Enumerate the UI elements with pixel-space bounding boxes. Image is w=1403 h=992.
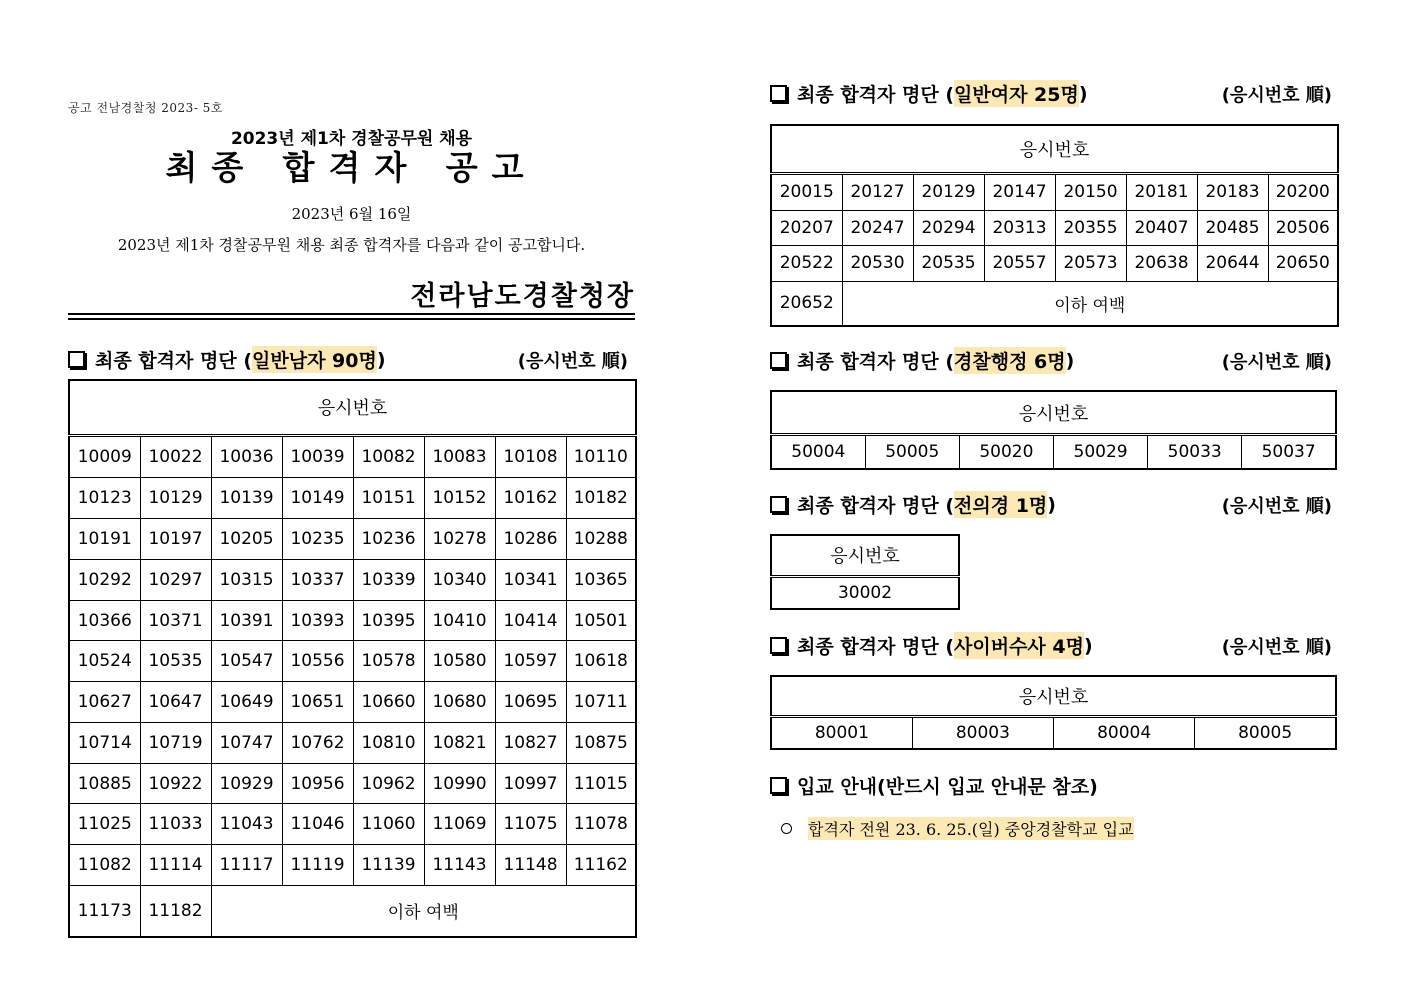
exam-number-cell: 20181: [1126, 173, 1197, 210]
exam-number-cell: 11139: [353, 845, 424, 886]
exam-number-cell: 20407: [1126, 210, 1197, 245]
exam-number-cell: 10810: [353, 722, 424, 763]
exam-number-cell: 10083: [424, 435, 495, 478]
checkbox-square-icon: [68, 351, 85, 368]
exam-number-cell: 11078: [566, 804, 636, 845]
section-category: 전의경 1명: [954, 491, 1047, 518]
exam-number-cell: 10714: [69, 722, 140, 763]
exam-number-cell: 20183: [1197, 173, 1268, 210]
exam-number-cell: 10235: [282, 519, 353, 560]
notice-subtitle: 2023년 제1차 경찰공무원 채용: [230, 129, 473, 149]
table-row: [771, 281, 1338, 326]
exam-number-cell: 11162: [566, 845, 636, 886]
blank-remainder-cell: 이하 여백: [211, 885, 636, 937]
exam-number-cell: 20644: [1197, 246, 1268, 281]
exam-number-cell: 20150: [1055, 173, 1126, 210]
exam-number-cell: 10108: [495, 435, 566, 478]
exam-number-cell: 20485: [1197, 210, 1268, 245]
table-row: [771, 717, 1336, 749]
exam-number-cell: 10288: [566, 519, 636, 560]
exam-number-cell: 10875: [566, 722, 636, 763]
exam-number-cell: 10151: [353, 478, 424, 519]
exam-number-cell: 20650: [1268, 246, 1338, 281]
exam-number-cell: 20557: [984, 246, 1055, 281]
exam-number-cell: 10395: [353, 600, 424, 641]
blank-remainder-cell: 이하 여백: [842, 281, 1338, 326]
table-row: [69, 885, 636, 937]
exam-number-cell: 10651: [282, 682, 353, 723]
section-category: 일반남자 90명: [252, 346, 377, 373]
table-row: [69, 641, 636, 682]
exam-number-cell: 10139: [211, 478, 282, 519]
exam-number-cell: 10182: [566, 478, 636, 519]
exam-number-cell: 10547: [211, 641, 282, 682]
exam-number-cell: 20129: [913, 173, 984, 210]
exam-number-cell: 10129: [140, 478, 211, 519]
exam-number-cell: 10391: [211, 600, 282, 641]
exam-number-cell: 10286: [495, 519, 566, 560]
section-heading-admin: [770, 347, 1332, 374]
exam-number-cell: 20127: [842, 173, 913, 210]
exam-number-cell: 20200: [1268, 173, 1338, 210]
exam-number-cell: 10022: [140, 435, 211, 478]
exam-number-cell: 10365: [566, 559, 636, 600]
exam-number-cell: 10414: [495, 600, 566, 641]
exam-number-cell: 30002: [771, 576, 959, 609]
section-prefix: 최종 합격자 명단 (: [797, 351, 955, 373]
order-note: (응시번호 順): [1221, 351, 1332, 373]
exam-number-cell: 10962: [353, 763, 424, 804]
table-row: [69, 763, 636, 804]
checkbox-square-icon: [770, 777, 787, 794]
exam-number-cell: 10410: [424, 600, 495, 641]
exam-number-cell: 10597: [495, 641, 566, 682]
double-divider: [68, 313, 635, 320]
exam-number-cell: 10082: [353, 435, 424, 478]
table-row: [771, 576, 959, 609]
exam-number-cell: 10036: [211, 435, 282, 478]
exam-number-cell: 20535: [913, 246, 984, 281]
exam-number-cell: 11182: [140, 885, 211, 937]
issuer-name: 전라남도경찰청장: [410, 281, 635, 312]
exam-number-cell: 10747: [211, 722, 282, 763]
page-title: 최종 합격자 공고: [165, 148, 538, 187]
exam-number-cell: 11046: [282, 804, 353, 845]
exam-number-cell: 20313: [984, 210, 1055, 245]
exam-number-cell: 10393: [282, 600, 353, 641]
exam-number-cell: 11173: [69, 885, 140, 937]
table-row: [771, 173, 1338, 210]
exam-number-cell: 10762: [282, 722, 353, 763]
exam-number-cell: 10110: [566, 435, 636, 478]
exam-number-cell: 11148: [495, 845, 566, 886]
exam-number-cell: 11033: [140, 804, 211, 845]
exam-number-cell: 10162: [495, 478, 566, 519]
exam-number-cell: 10366: [69, 600, 140, 641]
exam-number-cell: 10149: [282, 478, 353, 519]
exam-number-cell: 11143: [424, 845, 495, 886]
exam-number-cell: 10627: [69, 682, 140, 723]
exam-number-cell: 10578: [353, 641, 424, 682]
entry-heading: 입교 안내(반드시 입교 안내문 참조): [797, 776, 1098, 798]
exam-number-cell: 80001: [771, 717, 912, 749]
exam-number-cell: 20015: [771, 173, 842, 210]
section-prefix: 최종 합격자 명단 (: [797, 495, 955, 517]
table-row: [69, 600, 636, 641]
table-row: [69, 519, 636, 560]
exam-number-cell: 10990: [424, 763, 495, 804]
table-row: [69, 804, 636, 845]
exam-number-cell: 11082: [69, 845, 140, 886]
exam-number-cell: 11043: [211, 804, 282, 845]
order-note: (응시번호 順): [1221, 636, 1332, 658]
exam-number-cell: 11119: [282, 845, 353, 886]
section-heading-conscript: [770, 491, 1332, 518]
exam-number-cell: 80004: [1054, 717, 1195, 749]
exam-number-cell: 10339: [353, 559, 424, 600]
exam-number-cell: 10524: [69, 641, 140, 682]
column-header: 응시번호: [771, 125, 1338, 173]
circle-bullet-icon: [781, 823, 792, 834]
order-note: (응시번호 順): [517, 350, 628, 372]
table-row: [69, 682, 636, 723]
exam-number-cell: 20207: [771, 210, 842, 245]
section-suffix: ): [1083, 634, 1093, 657]
exam-number-cell: 10556: [282, 641, 353, 682]
exam-number-cell: 10649: [211, 682, 282, 723]
table-row: [69, 559, 636, 600]
exam-number-cell: 10197: [140, 519, 211, 560]
exam-number-cell: 11015: [566, 763, 636, 804]
exam-number-cell: 10711: [566, 682, 636, 723]
exam-number-cell: 20147: [984, 173, 1055, 210]
section-heading-male: [68, 346, 628, 373]
exam-number-cell: 20522: [771, 246, 842, 281]
exam-number-cell: 10827: [495, 722, 566, 763]
table-row: [771, 210, 1338, 245]
table-row: [69, 845, 636, 886]
exam-number-cell: 10695: [495, 682, 566, 723]
exam-number-cell: 10278: [424, 519, 495, 560]
exam-number-cell: 10205: [211, 519, 282, 560]
exam-number-cell: 50005: [865, 435, 959, 469]
column-header: 응시번호: [69, 380, 636, 435]
exam-number-cell: 50004: [771, 435, 865, 469]
section-suffix: ): [376, 348, 386, 371]
checkbox-square-icon: [770, 85, 787, 102]
exam-number-cell: 20652: [771, 281, 842, 326]
exam-number-cell: 11075: [495, 804, 566, 845]
exam-number-cell: 10152: [424, 478, 495, 519]
exam-number-cell: 50020: [959, 435, 1053, 469]
order-note: (응시번호 順): [1221, 84, 1332, 106]
exam-number-cell: 10660: [353, 682, 424, 723]
section-heading-entry: [770, 772, 1332, 799]
table-row: [69, 722, 636, 763]
exam-number-cell: 10337: [282, 559, 353, 600]
notice-lead: 2023년 제1차 경찰공무원 채용 최종 합격자를 다음과 같이 공고합니다.: [117, 236, 586, 254]
exam-number-cell: 20294: [913, 210, 984, 245]
exam-number-cell: 11069: [424, 804, 495, 845]
notice-number: 공고 전남경찰청 2023- 5호: [68, 101, 223, 115]
section-suffix: ): [1078, 82, 1088, 105]
exam-number-cell: 50037: [1242, 435, 1336, 469]
order-note: (응시번호 順): [1221, 495, 1332, 517]
exam-number-cell: 11060: [353, 804, 424, 845]
exam-number-cell: 10297: [140, 559, 211, 600]
table-row: [69, 435, 636, 478]
notice-date: 2023년 6월 16일: [291, 205, 412, 223]
exam-number-cell: 10647: [140, 682, 211, 723]
exam-number-cell: 10821: [424, 722, 495, 763]
exam-number-cell: 10997: [495, 763, 566, 804]
entry-item-text: 합격자 전원 23. 6. 25.(일) 중앙경찰학교 입교: [808, 817, 1134, 840]
section-suffix: ): [1065, 349, 1075, 372]
exam-number-cell: 10501: [566, 600, 636, 641]
results-table-male: [68, 379, 637, 938]
section-heading-cyber: [770, 632, 1332, 659]
exam-number-cell: 10315: [211, 559, 282, 600]
exam-number-cell: 20530: [842, 246, 913, 281]
exam-number-cell: 10340: [424, 559, 495, 600]
exam-number-cell: 11025: [69, 804, 140, 845]
table-row: [771, 246, 1338, 281]
table-row: [771, 435, 1336, 469]
exam-number-cell: 10956: [282, 763, 353, 804]
column-header: 응시번호: [771, 676, 1336, 717]
exam-number-cell: 80003: [912, 717, 1053, 749]
column-header: 응시번호: [771, 391, 1336, 435]
exam-number-cell: 10341: [495, 559, 566, 600]
exam-number-cell: 10680: [424, 682, 495, 723]
exam-number-cell: 10618: [566, 641, 636, 682]
exam-number-cell: 20247: [842, 210, 913, 245]
exam-number-cell: 50029: [1053, 435, 1147, 469]
section-prefix: 최종 합격자 명단 (: [797, 636, 955, 658]
column-header: 응시번호: [771, 535, 959, 576]
exam-number-cell: 20573: [1055, 246, 1126, 281]
exam-number-cell: 10929: [211, 763, 282, 804]
exam-number-cell: 10123: [69, 478, 140, 519]
section-category: 경찰행정 6명: [954, 347, 1066, 374]
exam-number-cell: 10039: [282, 435, 353, 478]
exam-number-cell: 10719: [140, 722, 211, 763]
section-prefix: 최종 합격자 명단 (: [95, 350, 253, 372]
exam-number-cell: 10580: [424, 641, 495, 682]
checkbox-square-icon: [770, 637, 787, 654]
results-table-conscript: [770, 534, 960, 610]
exam-number-cell: 10191: [69, 519, 140, 560]
checkbox-square-icon: [770, 496, 787, 513]
checkbox-square-icon: [770, 352, 787, 369]
section-category: 일반여자 25명: [954, 80, 1079, 107]
section-category: 사이버수사 4명: [954, 632, 1084, 659]
exam-number-cell: 20638: [1126, 246, 1197, 281]
section-suffix: ): [1047, 493, 1056, 516]
entry-item: [781, 817, 1134, 840]
exam-number-cell: 50033: [1148, 435, 1242, 469]
results-table-admin: [770, 390, 1337, 470]
exam-number-cell: 11117: [211, 845, 282, 886]
exam-number-cell: 20355: [1055, 210, 1126, 245]
exam-number-cell: 10292: [69, 559, 140, 600]
exam-number-cell: 10535: [140, 641, 211, 682]
section-heading-female: [770, 80, 1332, 107]
exam-number-cell: 10922: [140, 763, 211, 804]
exam-number-cell: 10009: [69, 435, 140, 478]
exam-number-cell: 10885: [69, 763, 140, 804]
exam-number-cell: 11114: [140, 845, 211, 886]
exam-number-cell: 10236: [353, 519, 424, 560]
table-row: [69, 478, 636, 519]
exam-number-cell: 10371: [140, 600, 211, 641]
results-table-cyber: [770, 675, 1337, 750]
section-prefix: 최종 합격자 명단 (: [797, 84, 955, 106]
exam-number-cell: 80005: [1195, 717, 1336, 749]
exam-number-cell: 20506: [1268, 210, 1338, 245]
results-table-female: [770, 124, 1339, 327]
